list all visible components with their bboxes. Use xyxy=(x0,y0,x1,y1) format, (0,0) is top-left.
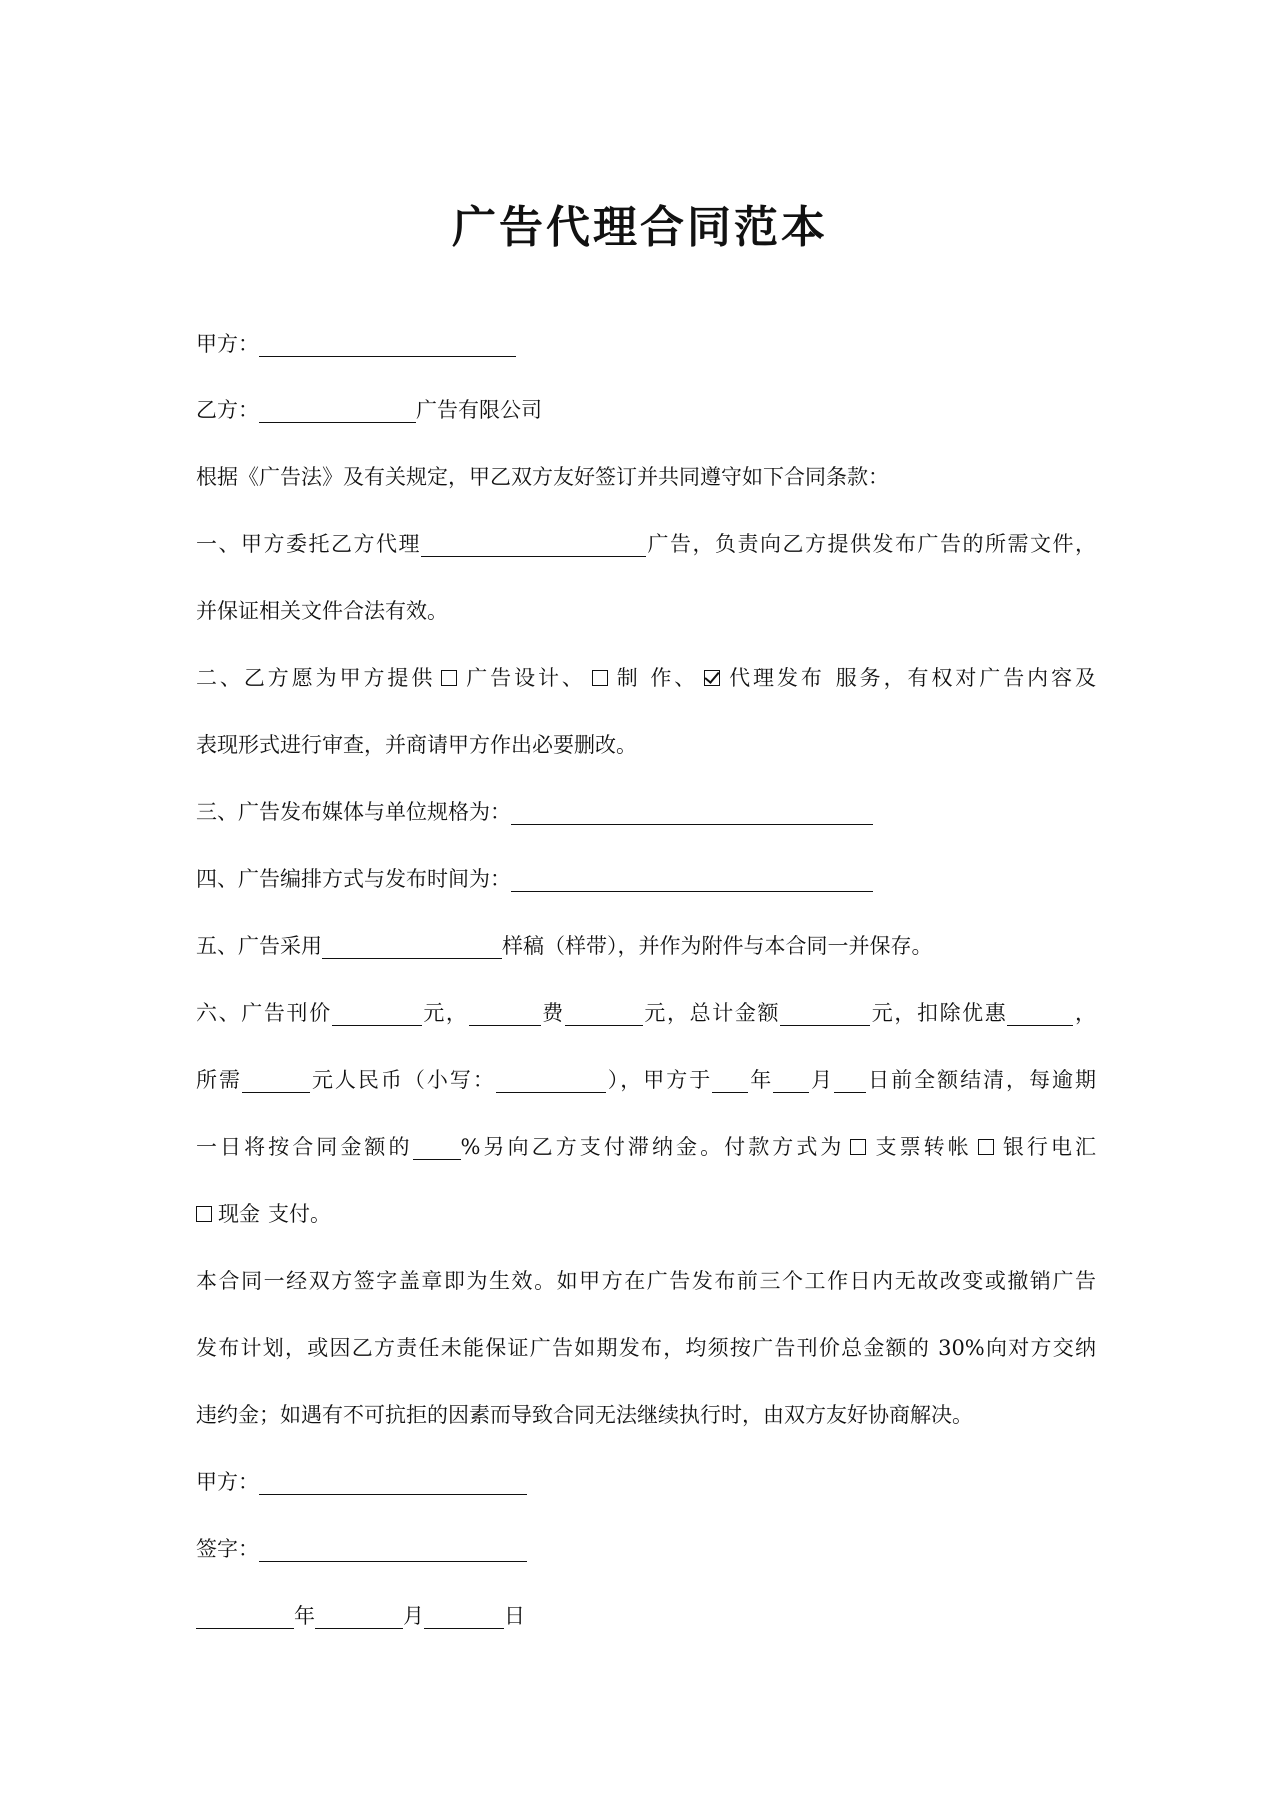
sign-party-a-blank[interactable] xyxy=(259,1472,527,1495)
clause-3-prefix: 三、广告发布媒体与单位规格为： xyxy=(196,800,511,824)
sign-blank[interactable] xyxy=(259,1539,527,1562)
effect-line-2: 发布计划，或因乙方责任未能保证广告如期发布，均须按广告刊价总金额的 30%向对方交纳 xyxy=(196,1336,1096,1360)
clause-5-line xyxy=(196,929,1096,963)
clause-6-line-2 xyxy=(196,1063,1096,1097)
clause-2-line-1 xyxy=(196,661,1096,695)
pay-day-blank[interactable] xyxy=(834,1070,866,1093)
clause-6-text-11: 月 xyxy=(809,1068,835,1092)
clause-4-line xyxy=(196,862,1096,896)
clause-6-text-14: %另向乙方支付滞纳金。付款方式为 xyxy=(460,1135,845,1159)
sign-day-blank[interactable] xyxy=(424,1606,504,1629)
publish-option-label: 代理发布 xyxy=(726,666,825,690)
clause-6-text-7: 所需 xyxy=(196,1068,242,1092)
lowercase-amount-blank[interactable] xyxy=(496,1070,606,1093)
clause-5-suffix: 样稿（样带），并作为附件与本合同一并保存。 xyxy=(502,934,933,958)
party-b-line xyxy=(196,393,1096,427)
clause-1-blank[interactable] xyxy=(421,534,646,557)
clause-5-blank[interactable] xyxy=(322,936,502,959)
make-option-label: 制 作、 xyxy=(613,666,699,690)
cash-label: 现金 xyxy=(218,1202,260,1226)
price-blank[interactable] xyxy=(332,1003,422,1026)
cash-checkbox[interactable] xyxy=(196,1206,212,1222)
sign-party-a-line xyxy=(196,1465,1096,1499)
party-a-blank[interactable] xyxy=(259,334,516,357)
clause-6-text-1: 六、广告刊价 xyxy=(196,1001,332,1025)
required-amount-blank[interactable] xyxy=(242,1070,310,1093)
clause-4-blank[interactable] xyxy=(511,869,873,892)
wire-transfer-label: 银行电汇 xyxy=(999,1135,1097,1159)
page-title: 广告代理合同范本 xyxy=(452,202,828,253)
clause-6-text-5: 元，扣除优惠 xyxy=(870,1001,1008,1025)
clause-6-text-15: 支付。 xyxy=(268,1202,331,1226)
effect-line-3: 违约金；如遇有不可抗拒的因素而导致合同无法继续执行时，由双方友好协商解决。 xyxy=(196,1403,973,1427)
late-fee-percent-blank[interactable] xyxy=(413,1137,461,1160)
sign-year-blank[interactable] xyxy=(196,1606,294,1629)
clause-1-prefix: 一、甲方委托乙方代理 xyxy=(196,532,421,556)
clause-6-text-8: 元人民币（小写： xyxy=(309,1068,496,1092)
fee-amount-blank[interactable] xyxy=(565,1003,643,1026)
intro-text: 根据《广告法》及有关规定，甲乙双方友好签订并共同遵守如下合同条款： xyxy=(196,465,889,489)
clause-6-line-3 xyxy=(196,1130,1096,1164)
clause-6-text-13: 一日将按合同金额的 xyxy=(196,1135,413,1159)
make-checkbox[interactable] xyxy=(592,670,608,686)
discount-blank[interactable] xyxy=(1007,1003,1073,1026)
wire-transfer-checkbox[interactable] xyxy=(978,1139,994,1155)
publish-checkbox[interactable] xyxy=(704,670,720,686)
clause-6-text-10: 年 xyxy=(748,1068,774,1092)
party-a-label: 甲方： xyxy=(196,332,259,356)
clause-6-text-3: 费 xyxy=(540,1001,565,1025)
party-a-line xyxy=(196,327,1096,361)
sign-label: 签字： xyxy=(196,1537,259,1561)
design-checkbox[interactable] xyxy=(441,670,457,686)
month-label: 月 xyxy=(403,1604,424,1628)
clause-6-text-12: 日前全额结清，每逾期 xyxy=(866,1068,1097,1092)
clause-3-line xyxy=(196,795,1096,829)
clause-1-suffix: 广告，负责向乙方提供发布广告的所需文件， xyxy=(646,532,1096,556)
clause-5-prefix: 五、广告采用 xyxy=(196,934,322,958)
date-line xyxy=(196,1599,1096,1633)
clause-6-text-2: 元， xyxy=(421,1001,469,1025)
design-option-label: 广告设计、 xyxy=(463,666,586,690)
party-b-blank[interactable] xyxy=(259,400,416,423)
clause-1-line-1 xyxy=(196,527,1096,561)
clause-4-prefix: 四、广告编排方式与发布时间为： xyxy=(196,867,511,891)
pay-month-blank[interactable] xyxy=(773,1070,809,1093)
clause-6-text-4: 元，总计金额 xyxy=(642,1001,781,1025)
total-amount-blank[interactable] xyxy=(780,1003,870,1026)
party-b-suffix: 广告有限公司 xyxy=(416,398,542,422)
sign-line xyxy=(196,1532,1096,1566)
sign-party-a-label: 甲方： xyxy=(196,1470,259,1494)
clause-2-line-2: 表现形式进行审查，并商请甲方作出必要删改。 xyxy=(196,733,637,757)
check-transfer-checkbox[interactable] xyxy=(850,1139,866,1155)
sign-month-blank[interactable] xyxy=(315,1606,403,1629)
clause-6-text-9: ），甲方于 xyxy=(605,1068,713,1092)
clause-2-suffix: 服务，有权对广告内容及 xyxy=(832,666,1097,690)
party-b-label: 乙方： xyxy=(196,398,259,422)
fee-type-blank[interactable] xyxy=(469,1003,541,1026)
pay-year-blank[interactable] xyxy=(712,1070,748,1093)
year-label: 年 xyxy=(294,1604,315,1628)
clause-6-line-1 xyxy=(196,996,1096,1030)
clause-2-prefix: 二、乙方愿为甲方提供 xyxy=(196,666,436,690)
check-transfer-label: 支票转帐 xyxy=(872,1135,972,1159)
clause-6-line-4 xyxy=(196,1197,1096,1231)
effect-line-1: 本合同一经双方签字盖章即为生效。如甲方在广告发布前三个工作日内无故改变或撤销广告 xyxy=(196,1269,1096,1293)
clause-1-line-2: 并保证相关文件合法有效。 xyxy=(196,599,448,623)
day-label: 日 xyxy=(504,1604,525,1628)
clause-3-blank[interactable] xyxy=(511,802,873,825)
clause-6-text-6: ， xyxy=(1073,1001,1097,1025)
